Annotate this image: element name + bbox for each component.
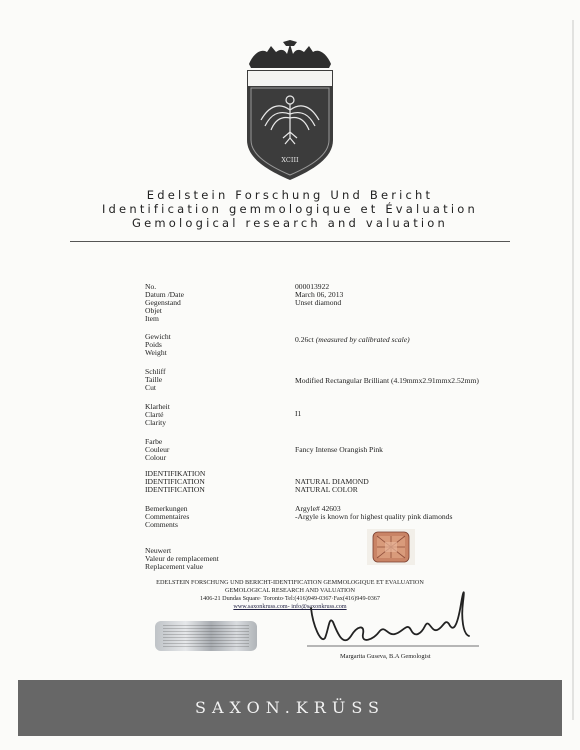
footer-address: 1406-21 Dundas Square· Toronto·Tel:(416)949-0367·Fax(416)949-0367 (200, 595, 380, 602)
value-weight (295, 336, 410, 345)
diamond-photo (367, 529, 415, 565)
footer-line-1: EDELSTEIN FORSCHUNG UND BERICHT-IDENTIFICATION GEMMOLOGIQUE ET EVALUATION (156, 579, 424, 586)
label-klarheit: Klarheit (145, 402, 170, 411)
title-english: Gemological research and valuation (131, 216, 449, 230)
title-german: Edelstein Forschung Und Bericht (146, 188, 434, 202)
label-bemerkungen: Bemerkungen (145, 504, 188, 513)
label-couleur: Couleur (145, 445, 170, 454)
label-gewicht: Gewicht (145, 332, 171, 341)
label-clarte: Clarté (145, 410, 164, 419)
label-poids: Poids (145, 340, 162, 349)
label-date: Datum /Date (145, 290, 185, 299)
value-number: 000013922 (295, 282, 330, 291)
value-date: March 06, 2013 (295, 290, 344, 299)
label-gegenstand: Gegenstand (145, 298, 181, 307)
crest-caption: XCIII (281, 156, 299, 164)
label-identification-en: IDENTIFICATION (145, 485, 205, 494)
crest-logo (243, 40, 337, 182)
label-clarity: Clarity (145, 418, 167, 427)
weight-note: (measured by calibrated scale) (315, 335, 410, 344)
value-remark-1: Argyle# 42603 (295, 504, 341, 513)
label-weight: Weight (145, 348, 167, 357)
label-neuwert: Neuwert (145, 546, 172, 555)
signature (303, 578, 483, 658)
label-comments: Comments (145, 520, 178, 529)
value-item: Unset diamond (295, 298, 342, 307)
label-objet: Objet (145, 306, 162, 315)
label-colour: Colour (145, 453, 167, 462)
label-no: No. (145, 282, 157, 291)
label-replacement-value: Replacement value (145, 562, 203, 571)
label-valeur: Valeur de remplacement (145, 554, 219, 563)
value-cut: Modified Rectangular Brilliant (4.19mmx2.91mmx2.52mm) (295, 376, 479, 385)
footer-line-2: GEMOLOGICAL RESEARCH AND VALUATION (225, 587, 355, 594)
label-taille: Taille (145, 375, 163, 384)
label-farbe: Farbe (145, 437, 163, 446)
label-schliff: Schliff (145, 367, 166, 376)
value-identification-2: NATURAL COLOR (295, 485, 358, 494)
signer-name: Margarita Guseva, B.A Gemologist (340, 653, 431, 660)
label-commentaires: Commentaires (145, 512, 190, 521)
title-french: Identification gemmologique et Évaluation (101, 202, 479, 216)
label-cut: Cut (145, 383, 156, 392)
weight-amount: 0.26ct (295, 335, 314, 344)
page-edge-shadow (572, 20, 574, 720)
label-item: Item (145, 314, 159, 323)
label-identification-fr: IDENTIFICATION (145, 477, 205, 486)
value-colour: Fancy Intense Orangish Pink (295, 445, 383, 454)
brand-name: SAXON.KRÜSS (195, 698, 385, 717)
value-clarity: I1 (295, 409, 302, 418)
label-identifikation: IDENTIFIKATION (145, 469, 206, 478)
footer-contact-link[interactable]: www.saxonkruss.com- info@saxonkruss.com (233, 603, 347, 610)
hologram-sticker (155, 621, 257, 651)
value-remark-2: -Argyle is known for highest quality pink diamonds (295, 512, 453, 521)
header-divider (70, 241, 510, 242)
value-identification-1: NATURAL DIAMOND (295, 477, 369, 486)
